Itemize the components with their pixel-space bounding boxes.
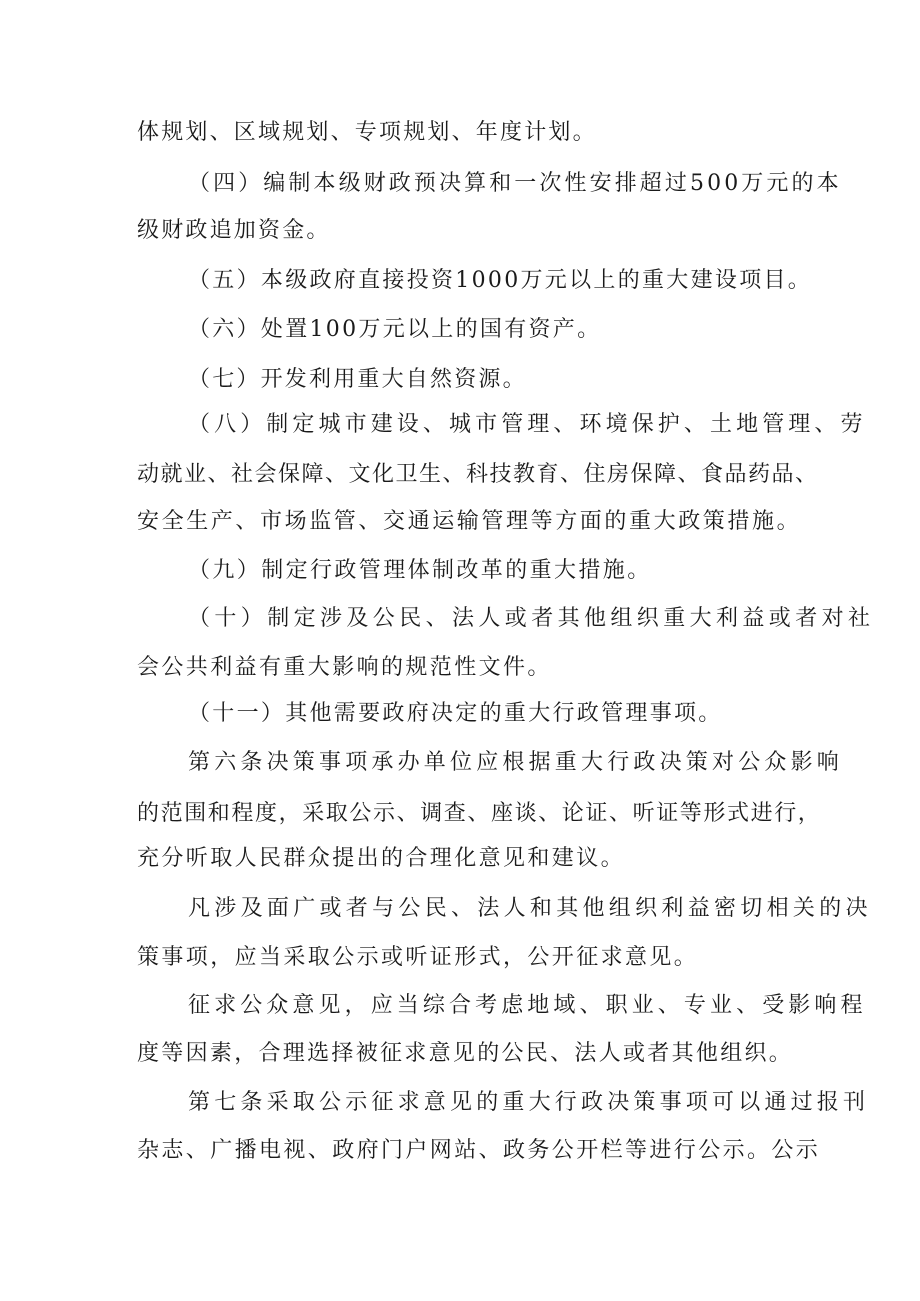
text-line: （九）制定行政管理体制改革的重大措施。 [188, 558, 652, 583]
text-line: 安全生产、市场监管、交通运输管理等方面的重大政策措施。 [137, 509, 802, 534]
text-line: 体规划、区域规划、专项规划、年度计划。 [137, 120, 597, 145]
text-line: （四）编制本级财政预决算和一次性安排超过500万元的本 [188, 171, 842, 196]
text-line: 级财政追加资金。 [137, 218, 331, 243]
text-line: 度等因素，合理选择被征求意见的公民、法人或者其他组织。 [137, 1041, 794, 1066]
text-line: 动就业、社会保障、文化卫生、科技教育、住房保障、食品药品、 [137, 462, 819, 487]
text-line: 凡涉及面广或者与公民、法人和其他组织利益密切相关的决 [188, 896, 872, 921]
text-line: 第七条采取公示征求意见的重大行政决策事项可以通过报刊 [188, 1090, 870, 1115]
text-line: 第六条决策事项承办单位应根据重大行政决策对公众影响 [188, 750, 844, 775]
text-line: 充分听取人民群众提出的合理化意见和建议。 [137, 846, 626, 871]
text-line: （十）制定涉及公民、法人或者其他组织重大利益或者对社 [188, 606, 875, 631]
text-line: 杂志、广播电视、政府门户网站、政务公开栏等进行公示。公示 [137, 1138, 821, 1163]
text-line: 策事项，应当采取公示或听证形式，公开征求意见。 [137, 945, 699, 970]
text-line: （七）开发利用重大自然资源。 [188, 367, 527, 392]
text-line: （五）本级政府直接投资1000万元以上的重大建设项目。 [188, 268, 813, 293]
text-line: 的范围和程度，采取公示、调查、座谈、论证、听证等形式进行， [137, 801, 822, 826]
text-line: （十一）其他需要政府决定的重大行政管理事项。 [188, 701, 723, 726]
text-line: 征求公众意见，应当综合考虑地域、职业、专业、受影响程 [188, 993, 867, 1018]
text-line: （八）制定城市建设、城市管理、环境保护、土地管理、劳 [188, 412, 867, 437]
text-line: 会公共利益有重大影响的规范性文件。 [137, 655, 552, 680]
text-line: （六）处置100万元以上的国有资产。 [188, 317, 602, 342]
